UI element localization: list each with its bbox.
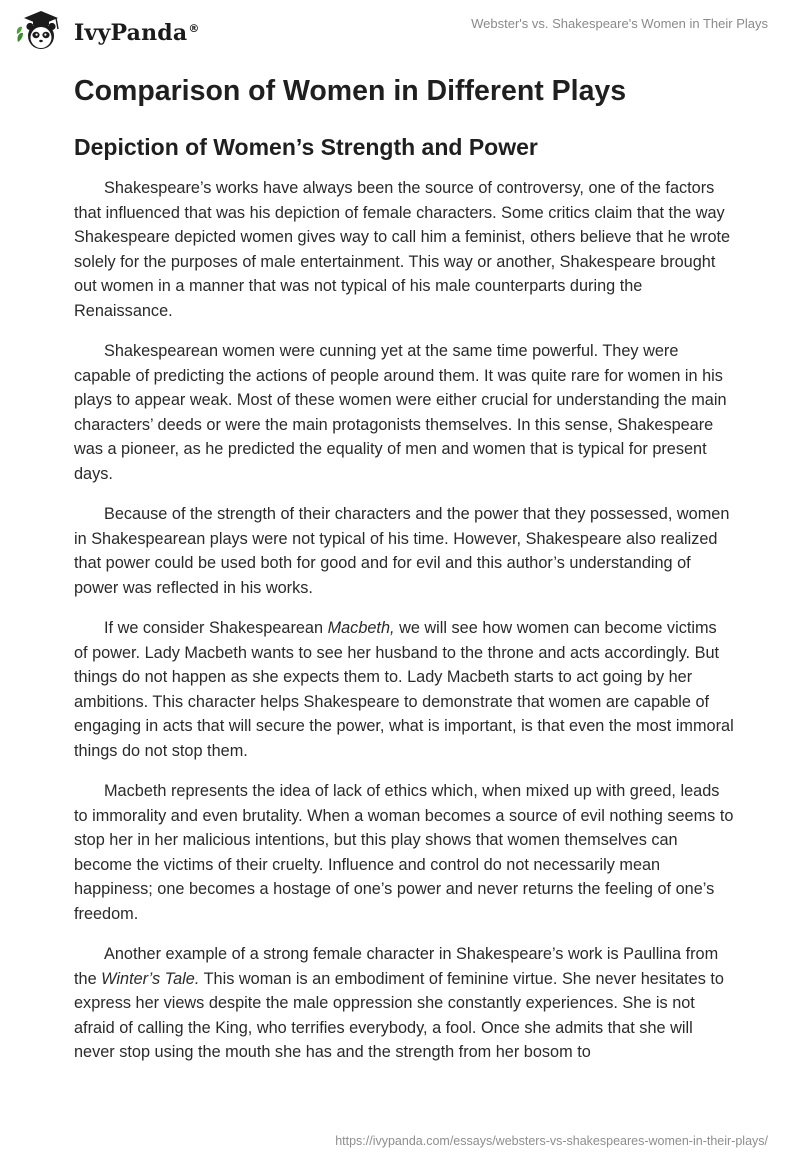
paragraph-6-text-b: This woman is an embodiment of feminine virtue. She never hesitates to express her views despite the male oppression she constantly experiences. She is not afraid of calling the King, who terrifies everybody, a fool. Once she admits that she will never stop using the mouth she has and the strength from her bosom to xyxy=(74,969,724,1061)
registered-mark: ® xyxy=(188,21,200,35)
paragraph-2: Shakespearean women were cunning yet at the same time powerful. They were capable of predicting the actions of people around them. It was quite rare for women in his plays to appear weak. Most of these women were either crucial for understanding the main characters’ deeds or were the main protagonists themselves. In this sense, Shakespeare was a pioneer, as he predicted the equality of men and women that is typical for present days. xyxy=(74,342,727,483)
page-title: Comparison of Women in Different Plays xyxy=(74,75,627,107)
paragraph-4 xyxy=(74,616,734,763)
paragraph-6 xyxy=(74,942,734,1065)
paragraph-6-text-a: Another example of a strong female character in Shakespeare’s work is Paullina from the xyxy=(74,945,719,988)
paragraph-1: Shakespeare’s works have always been the source of controversy, one of the factors that influenced that was his depiction of female characters. Some critics claim that the way Shakespeare depicted women gives way to call him a feminist, others believe that he wrote solely for the purposes of male entertainment. This way or another, Shakespeare brought out women in a manner that was not typical of his male counterparts during the Renaissance. xyxy=(74,179,731,320)
paragraph-4-text-b: we will see how women can become victims of power. Lady Macbeth wants to see her husband to the throne and acts accordingly. But things do not happen as she expects them to. Lady Macbeth starts to act going by her ambitions. This character helps Shakespeare to demonstrate that women are capable of engaging in acts that will secure the power, what is important, is that even the most immoral things do not stop them. xyxy=(74,619,734,760)
logo-text xyxy=(74,20,200,46)
panda-logo-icon xyxy=(14,8,68,54)
paragraph-3: Because of the strength of their characters and the power that they possessed, women in Shakespearean plays were not typical of his time. However, Shakespeare also realized that power could be used both for good and for evil and this author’s understanding of power was reflected in his works. xyxy=(74,505,730,597)
essay-content xyxy=(74,72,734,1065)
section-heading: Depiction of Women’s Strength and Power xyxy=(74,134,538,160)
logo-wordmark: IvyPanda xyxy=(74,20,188,46)
ivypanda-logo[interactable] xyxy=(14,8,200,54)
paragraph-4-text-a: If we consider Shakespearean xyxy=(104,619,328,637)
source-url[interactable]: https://ivypanda.com/essays/websters-vs-shakespeares-women-in-their-plays/ xyxy=(335,1134,768,1148)
page-header xyxy=(0,0,800,60)
winters-tale-title: Winter’s Tale. xyxy=(101,969,200,988)
macbeth-title: Macbeth, xyxy=(327,619,395,637)
paragraph-5: Macbeth represents the idea of lack of ethics which, when mixed up with greed, leads to immorality and even brutality. When a woman becomes a source of evil nothing seems to stop her in her malicious intentions, but this play shows that women themselves can become the victims of their cruelty. Influence and control do not necessarily mean happiness; one becomes a hostage of one’s power and never returns the feeling of one’s freedom. xyxy=(74,782,734,923)
document-title: Webster's vs. Shakespeare's Women in Their Plays xyxy=(471,16,768,31)
